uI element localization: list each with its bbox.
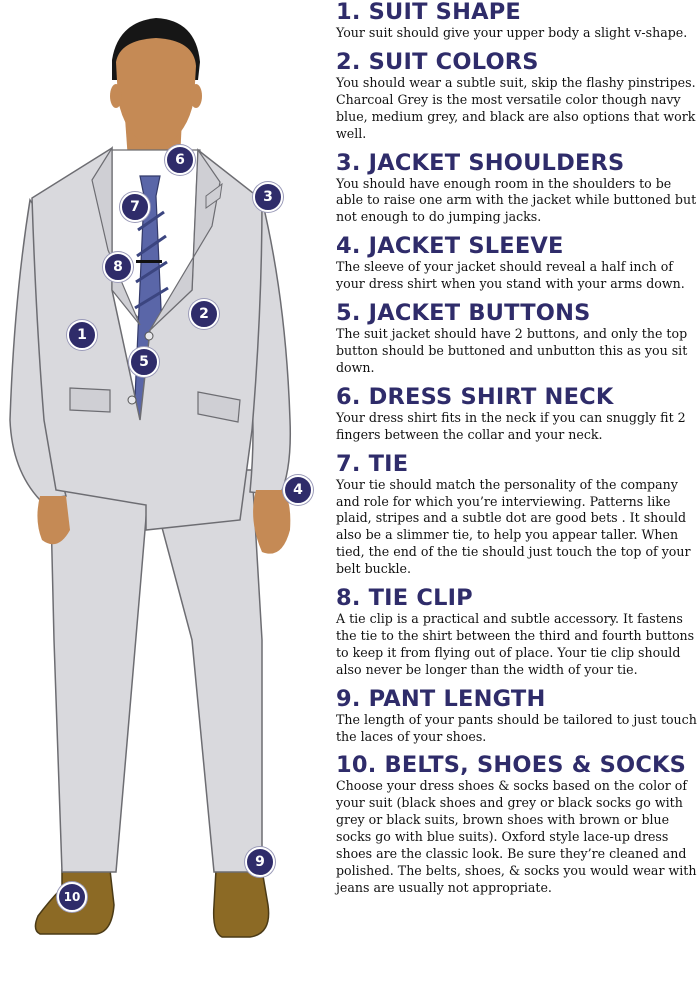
tie-clip (136, 260, 162, 263)
jacket-button-top (145, 332, 153, 340)
tip-body: Choose your dress shoes & socks based on the color of your suit (black shoes and grey or black socks go with grey or black suits, brown shoes with brown or blue socks go with blue suits). Oxford style lace-up dress shoes are the classic look. Be sure they’re cleaned and polished. The belts, shoes, & socks you would wear with jeans are usually not appropriate. (336, 778, 697, 895)
tip-suit-shape (336, 0, 698, 42)
tip-heading: 2. SUIT COLORS (336, 48, 539, 75)
suited-man-illustration (0, 0, 310, 991)
tip-body: Your dress shirt fits in the neck if you can snuggly fit 2 fingers between the collar and your neck. (336, 409, 686, 442)
tip-body: The length of your pants should be tailored to just touch the laces of your shoes. (336, 711, 697, 744)
left-pocket (70, 388, 110, 412)
tip-body: You should wear a subtle suit, skip the flashy pinstripes. Charcoal Grey is the most versatile color though navy blue, medium grey, and black are also options that work well. (336, 74, 696, 141)
marker-1: 1 (67, 320, 97, 350)
right-hand (253, 490, 290, 554)
tip-body: The sleeve of your jacket should reveal a half inch of your dress shirt when you stand with your arms down. (336, 259, 685, 292)
marker-7: 7 (120, 192, 150, 222)
tip-jacket-sleeve (336, 234, 698, 293)
tip-body: Your suit should give your upper body a slight v-shape. (336, 25, 688, 40)
tip-body: The suit jacket should have 2 buttons, and only the top button should be buttoned and unbutton this as you sit down. (336, 326, 688, 375)
tip-belts-shoes-socks (336, 753, 698, 896)
tip-body: You should have enough room in the shoulders to be able to raise one arm with the jacket while buttoned but not enough to do jumping jacks. (336, 175, 697, 225)
marker-9: 9 (245, 847, 275, 877)
tip-heading: 1. SUIT SHAPE (336, 0, 521, 25)
tip-body: Your tie should match the personality of the company and role for which you’re interviewing. Patterns like plaid, stripes and a subtle dot are good bets . It should also be a slimmer tie, to help you appear taller. When tied, the end of the tie should just touch the top of your belt buckle. (336, 476, 691, 577)
left-ear (110, 84, 122, 108)
left-hand (37, 496, 70, 544)
marker-2: 2 (189, 299, 219, 329)
tip-heading: 3. JACKET SHOULDERS (336, 149, 625, 176)
marker-4: 4 (283, 475, 313, 505)
right-pant-leg (150, 470, 262, 872)
marker-3: 3 (253, 182, 283, 212)
tip-suit-colors (336, 50, 698, 143)
tip-heading: 7. TIE (336, 450, 409, 477)
tip-dress-shirt-neck (336, 385, 698, 444)
tip-jacket-shoulders (336, 151, 698, 227)
jacket-button-bottom (128, 396, 136, 404)
tip-body: A tie clip is a practical and subtle accessory. It fastens the tie to the shirt between the third and fourth buttons to keep it from flying out of place. Your tie clip should also never be longer than the width of your tie. (336, 611, 695, 677)
tip-pant-length (336, 687, 698, 746)
tips-list (336, 0, 698, 897)
tip-heading: 8. TIE CLIP (336, 585, 473, 612)
tip-heading: 10. BELTS, SHOES & SOCKS (336, 752, 687, 779)
tip-heading: 5. JACKET BUTTONS (336, 300, 591, 327)
tip-tie (336, 452, 698, 578)
marker-5: 5 (129, 347, 159, 377)
suit-figure (0, 0, 310, 991)
tip-heading: 4. JACKET SLEEVE (336, 233, 564, 260)
tip-heading: 6. DRESS SHIRT NECK (336, 383, 614, 410)
tip-jacket-buttons (336, 301, 698, 377)
marker-6: 6 (165, 145, 195, 175)
tip-tie-clip (336, 586, 698, 679)
right-shoe (214, 870, 269, 937)
right-ear (190, 84, 202, 108)
marker-8: 8 (103, 252, 133, 282)
marker-10: 10 (57, 882, 87, 912)
tip-heading: 9. PANT LENGTH (336, 685, 546, 712)
